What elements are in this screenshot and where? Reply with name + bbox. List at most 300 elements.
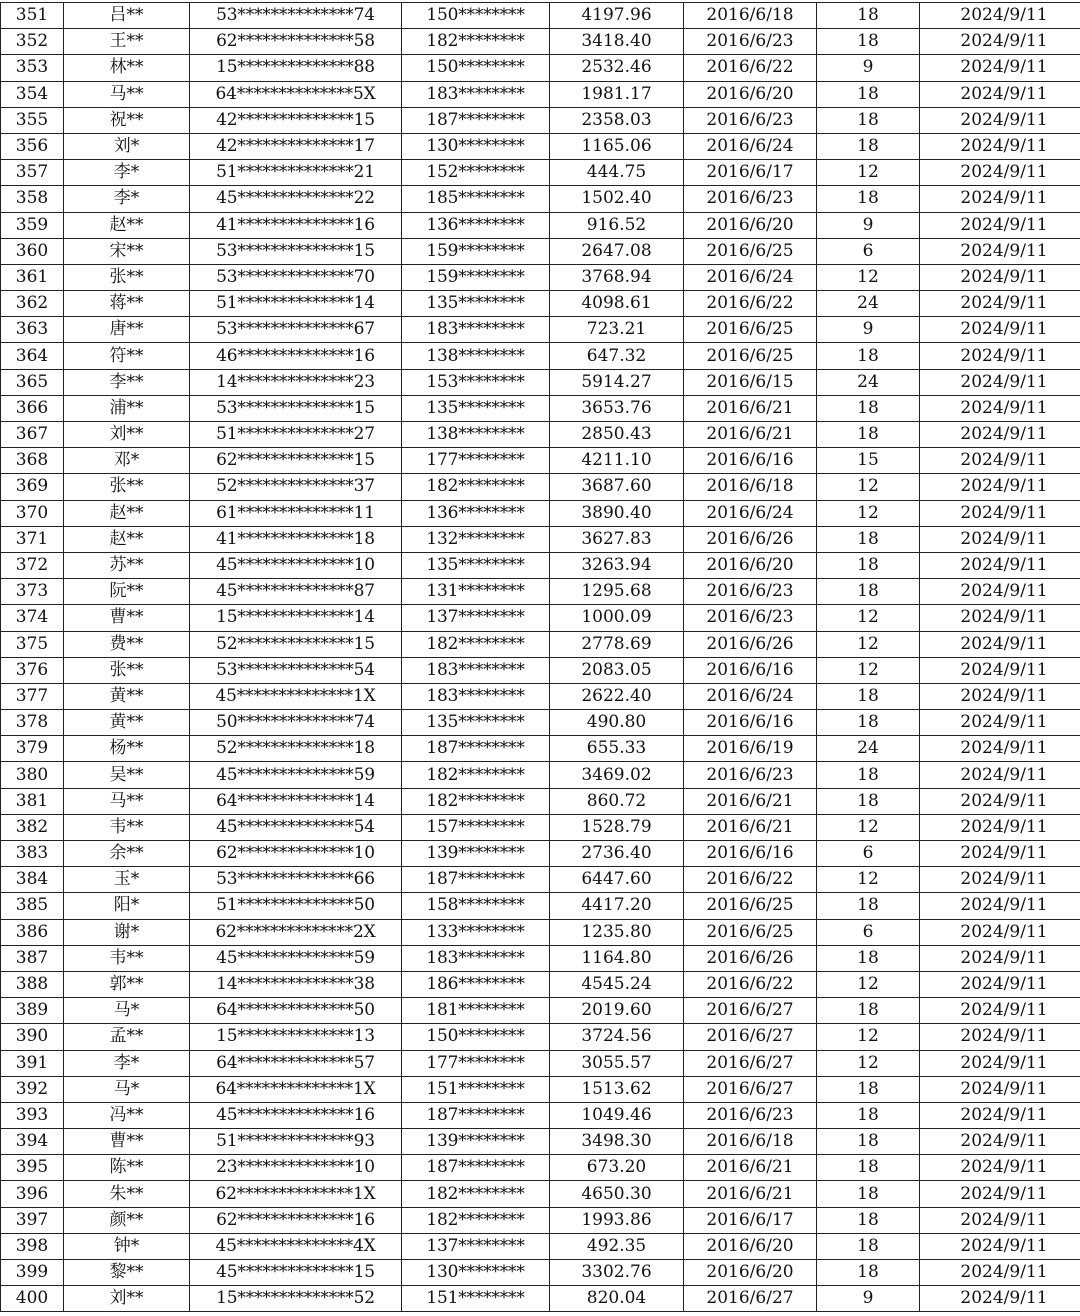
record-date-cell: 2024/9/11 <box>920 1050 1080 1076</box>
id-number-cell: 45**************10 <box>190 552 402 578</box>
amount-cell: 2647.08 <box>550 238 684 264</box>
table-row <box>1 500 1080 526</box>
count-cell: 9 <box>817 55 920 81</box>
date-cell: 2016/6/26 <box>684 526 817 552</box>
date-cell: 2016/6/26 <box>684 631 817 657</box>
name-cell: 马** <box>64 81 190 107</box>
count-cell: 18 <box>817 526 920 552</box>
phone-cell: 150******** <box>402 3 550 29</box>
id-number-cell: 53**************66 <box>190 867 402 893</box>
amount-cell: 3653.76 <box>550 395 684 421</box>
phone-cell: 182******** <box>402 29 550 55</box>
id-number-cell: 64**************50 <box>190 998 402 1024</box>
table-row <box>1 945 1080 971</box>
count-cell: 24 <box>817 369 920 395</box>
table-row <box>1 971 1080 997</box>
date-cell: 2016/6/18 <box>684 3 817 29</box>
count-cell: 18 <box>817 683 920 709</box>
table-row <box>1 579 1080 605</box>
date-cell: 2016/6/23 <box>684 605 817 631</box>
amount-cell: 4098.61 <box>550 291 684 317</box>
count-cell: 18 <box>817 998 920 1024</box>
name-cell: 吴** <box>64 762 190 788</box>
table-row <box>1 814 1080 840</box>
row-number: 374 <box>1 605 64 631</box>
table-row <box>1 186 1080 212</box>
phone-cell: 182******** <box>402 1181 550 1207</box>
table-row <box>1 160 1080 186</box>
date-cell: 2016/6/26 <box>684 945 817 971</box>
amount-cell: 2083.05 <box>550 657 684 683</box>
record-date-cell: 2024/9/11 <box>920 1233 1080 1259</box>
record-date-cell: 2024/9/11 <box>920 1260 1080 1286</box>
name-cell: 颜** <box>64 1207 190 1233</box>
amount-cell: 492.35 <box>550 1233 684 1259</box>
table-row <box>1 107 1080 133</box>
date-cell: 2016/6/25 <box>684 317 817 343</box>
date-cell: 2016/6/24 <box>684 683 817 709</box>
row-number: 379 <box>1 736 64 762</box>
record-date-cell: 2024/9/11 <box>920 291 1080 317</box>
amount-cell: 4417.20 <box>550 893 684 919</box>
id-number-cell: 41**************16 <box>190 212 402 238</box>
id-number-cell: 53**************67 <box>190 317 402 343</box>
count-cell: 18 <box>817 1129 920 1155</box>
table-row <box>1 1286 1080 1312</box>
record-date-cell: 2024/9/11 <box>920 762 1080 788</box>
table-row <box>1 893 1080 919</box>
date-cell: 2016/6/27 <box>684 1024 817 1050</box>
id-number-cell: 52**************15 <box>190 631 402 657</box>
count-cell: 12 <box>817 500 920 526</box>
row-number: 380 <box>1 762 64 788</box>
count-cell: 18 <box>817 422 920 448</box>
table-row <box>1 998 1080 1024</box>
date-cell: 2016/6/21 <box>684 422 817 448</box>
id-number-cell: 15**************13 <box>190 1024 402 1050</box>
id-number-cell: 52**************18 <box>190 736 402 762</box>
record-date-cell: 2024/9/11 <box>920 683 1080 709</box>
date-cell: 2016/6/20 <box>684 81 817 107</box>
row-number: 358 <box>1 186 64 212</box>
phone-cell: 183******** <box>402 683 550 709</box>
row-number: 377 <box>1 683 64 709</box>
record-date-cell: 2024/9/11 <box>920 448 1080 474</box>
phone-cell: 135******** <box>402 291 550 317</box>
date-cell: 2016/6/21 <box>684 1181 817 1207</box>
date-cell: 2016/6/27 <box>684 1050 817 1076</box>
id-number-cell: 53**************74 <box>190 3 402 29</box>
id-number-cell: 15**************52 <box>190 1286 402 1312</box>
id-number-cell: 14**************23 <box>190 369 402 395</box>
name-cell: 李* <box>64 160 190 186</box>
count-cell: 12 <box>817 1050 920 1076</box>
phone-cell: 132******** <box>402 526 550 552</box>
phone-cell: 131******** <box>402 579 550 605</box>
count-cell: 12 <box>817 605 920 631</box>
name-cell: 宋** <box>64 238 190 264</box>
row-number: 385 <box>1 893 64 919</box>
record-date-cell: 2024/9/11 <box>920 788 1080 814</box>
row-number: 352 <box>1 29 64 55</box>
record-date-cell: 2024/9/11 <box>920 971 1080 997</box>
count-cell: 18 <box>817 552 920 578</box>
phone-cell: 150******** <box>402 1024 550 1050</box>
table-row <box>1 317 1080 343</box>
date-cell: 2016/6/24 <box>684 133 817 159</box>
date-cell: 2016/6/21 <box>684 1155 817 1181</box>
id-number-cell: 62**************2X <box>190 919 402 945</box>
row-number: 361 <box>1 264 64 290</box>
name-cell: 马* <box>64 1076 190 1102</box>
amount-cell: 1513.62 <box>550 1076 684 1102</box>
record-date-cell: 2024/9/11 <box>920 736 1080 762</box>
phone-cell: 133******** <box>402 919 550 945</box>
table-row <box>1 238 1080 264</box>
name-cell: 祝** <box>64 107 190 133</box>
phone-cell: 159******** <box>402 238 550 264</box>
record-date-cell: 2024/9/11 <box>920 657 1080 683</box>
id-number-cell: 45**************15 <box>190 1260 402 1286</box>
name-cell: 张** <box>64 474 190 500</box>
id-number-cell: 64**************5X <box>190 81 402 107</box>
record-date-cell: 2024/9/11 <box>920 186 1080 212</box>
id-number-cell: 52**************37 <box>190 474 402 500</box>
record-date-cell: 2024/9/11 <box>920 1129 1080 1155</box>
table-row <box>1 3 1080 29</box>
record-date-cell: 2024/9/11 <box>920 81 1080 107</box>
phone-cell: 138******** <box>402 343 550 369</box>
amount-cell: 860.72 <box>550 788 684 814</box>
phone-cell: 177******** <box>402 448 550 474</box>
phone-cell: 182******** <box>402 788 550 814</box>
date-cell: 2016/6/22 <box>684 291 817 317</box>
name-cell: 林** <box>64 55 190 81</box>
name-cell: 韦** <box>64 945 190 971</box>
count-cell: 9 <box>817 1286 920 1312</box>
count-cell: 18 <box>817 29 920 55</box>
date-cell: 2016/6/20 <box>684 1260 817 1286</box>
row-number: 376 <box>1 657 64 683</box>
name-cell: 刘** <box>64 1286 190 1312</box>
phone-cell: 187******** <box>402 1102 550 1128</box>
row-number: 359 <box>1 212 64 238</box>
count-cell: 6 <box>817 919 920 945</box>
id-number-cell: 53**************54 <box>190 657 402 683</box>
name-cell: 苏** <box>64 552 190 578</box>
table-row <box>1 212 1080 238</box>
count-cell: 18 <box>817 186 920 212</box>
amount-cell: 3469.02 <box>550 762 684 788</box>
phone-cell: 135******** <box>402 552 550 578</box>
count-cell: 12 <box>817 867 920 893</box>
date-cell: 2016/6/25 <box>684 919 817 945</box>
amount-cell: 4650.30 <box>550 1181 684 1207</box>
amount-cell: 1165.06 <box>550 133 684 159</box>
record-date-cell: 2024/9/11 <box>920 893 1080 919</box>
phone-cell: 177******** <box>402 1050 550 1076</box>
amount-cell: 1981.17 <box>550 81 684 107</box>
phone-cell: 185******** <box>402 186 550 212</box>
name-cell: 冯** <box>64 1102 190 1128</box>
phone-cell: 152******** <box>402 160 550 186</box>
id-number-cell: 50**************74 <box>190 710 402 736</box>
record-date-cell: 2024/9/11 <box>920 552 1080 578</box>
record-date-cell: 2024/9/11 <box>920 710 1080 736</box>
amount-cell: 444.75 <box>550 160 684 186</box>
record-date-cell: 2024/9/11 <box>920 998 1080 1024</box>
amount-cell: 4197.96 <box>550 3 684 29</box>
count-cell: 18 <box>817 395 920 421</box>
row-number: 360 <box>1 238 64 264</box>
name-cell: 曹** <box>64 605 190 631</box>
record-date-cell: 2024/9/11 <box>920 422 1080 448</box>
id-number-cell: 15**************88 <box>190 55 402 81</box>
amount-cell: 1000.09 <box>550 605 684 631</box>
date-cell: 2016/6/23 <box>684 186 817 212</box>
id-number-cell: 53**************15 <box>190 395 402 421</box>
row-number: 353 <box>1 55 64 81</box>
count-cell: 18 <box>817 1233 920 1259</box>
name-cell: 陈** <box>64 1155 190 1181</box>
row-number: 392 <box>1 1076 64 1102</box>
name-cell: 黄** <box>64 683 190 709</box>
row-number: 386 <box>1 919 64 945</box>
table-row <box>1 1155 1080 1181</box>
table-row <box>1 55 1080 81</box>
name-cell: 朱** <box>64 1181 190 1207</box>
id-number-cell: 64**************57 <box>190 1050 402 1076</box>
amount-cell: 655.33 <box>550 736 684 762</box>
id-number-cell: 45**************87 <box>190 579 402 605</box>
table-row <box>1 81 1080 107</box>
name-cell: 曹** <box>64 1129 190 1155</box>
count-cell: 18 <box>817 1155 920 1181</box>
table-row <box>1 343 1080 369</box>
name-cell: 唐** <box>64 317 190 343</box>
phone-cell: 181******** <box>402 998 550 1024</box>
id-number-cell: 53**************70 <box>190 264 402 290</box>
id-number-cell: 51**************14 <box>190 291 402 317</box>
amount-cell: 4211.10 <box>550 448 684 474</box>
count-cell: 24 <box>817 736 920 762</box>
record-date-cell: 2024/9/11 <box>920 55 1080 81</box>
name-cell: 王** <box>64 29 190 55</box>
amount-cell: 916.52 <box>550 212 684 238</box>
count-cell: 12 <box>817 631 920 657</box>
phone-cell: 139******** <box>402 841 550 867</box>
date-cell: 2016/6/17 <box>684 160 817 186</box>
name-cell: 郭** <box>64 971 190 997</box>
table-body <box>1 3 1080 1312</box>
id-number-cell: 51**************50 <box>190 893 402 919</box>
table-row <box>1 1260 1080 1286</box>
table-row <box>1 1076 1080 1102</box>
name-cell: 李* <box>64 1050 190 1076</box>
date-cell: 2016/6/23 <box>684 762 817 788</box>
row-number: 382 <box>1 814 64 840</box>
count-cell: 18 <box>817 1076 920 1102</box>
row-number: 356 <box>1 133 64 159</box>
name-cell: 赵** <box>64 500 190 526</box>
table-row <box>1 474 1080 500</box>
phone-cell: 159******** <box>402 264 550 290</box>
row-number: 364 <box>1 343 64 369</box>
table-row <box>1 1181 1080 1207</box>
phone-cell: 150******** <box>402 55 550 81</box>
date-cell: 2016/6/25 <box>684 893 817 919</box>
id-number-cell: 53**************15 <box>190 238 402 264</box>
count-cell: 18 <box>817 343 920 369</box>
amount-cell: 3768.94 <box>550 264 684 290</box>
amount-cell: 1502.40 <box>550 186 684 212</box>
id-number-cell: 64**************1X <box>190 1076 402 1102</box>
amount-cell: 3418.40 <box>550 29 684 55</box>
amount-cell: 4545.24 <box>550 971 684 997</box>
amount-cell: 3627.83 <box>550 526 684 552</box>
date-cell: 2016/6/27 <box>684 1286 817 1312</box>
count-cell: 18 <box>817 1181 920 1207</box>
name-cell: 黎** <box>64 1260 190 1286</box>
amount-cell: 3498.30 <box>550 1129 684 1155</box>
count-cell: 18 <box>817 762 920 788</box>
name-cell: 邓* <box>64 448 190 474</box>
name-cell: 黄** <box>64 710 190 736</box>
phone-cell: 130******** <box>402 133 550 159</box>
name-cell: 余** <box>64 841 190 867</box>
row-number: 381 <box>1 788 64 814</box>
table-row <box>1 919 1080 945</box>
table-row <box>1 552 1080 578</box>
phone-cell: 139******** <box>402 1129 550 1155</box>
table-row <box>1 422 1080 448</box>
record-date-cell: 2024/9/11 <box>920 500 1080 526</box>
record-date-cell: 2024/9/11 <box>920 867 1080 893</box>
date-cell: 2016/6/24 <box>684 500 817 526</box>
table-row <box>1 1233 1080 1259</box>
amount-cell: 1993.86 <box>550 1207 684 1233</box>
date-cell: 2016/6/15 <box>684 369 817 395</box>
table-row <box>1 605 1080 631</box>
row-number: 373 <box>1 579 64 605</box>
date-cell: 2016/6/25 <box>684 238 817 264</box>
count-cell: 12 <box>817 160 920 186</box>
phone-cell: 187******** <box>402 1155 550 1181</box>
name-cell: 费** <box>64 631 190 657</box>
date-cell: 2016/6/23 <box>684 579 817 605</box>
amount-cell: 2532.46 <box>550 55 684 81</box>
date-cell: 2016/6/21 <box>684 814 817 840</box>
data-table <box>0 2 1080 1312</box>
count-cell: 18 <box>817 133 920 159</box>
row-number: 369 <box>1 474 64 500</box>
name-cell: 赵** <box>64 526 190 552</box>
phone-cell: 182******** <box>402 631 550 657</box>
row-number: 383 <box>1 841 64 867</box>
row-number: 354 <box>1 81 64 107</box>
record-date-cell: 2024/9/11 <box>920 160 1080 186</box>
phone-cell: 153******** <box>402 369 550 395</box>
row-number: 393 <box>1 1102 64 1128</box>
row-number: 375 <box>1 631 64 657</box>
record-date-cell: 2024/9/11 <box>920 1024 1080 1050</box>
name-cell: 孟** <box>64 1024 190 1050</box>
phone-cell: 136******** <box>402 212 550 238</box>
phone-cell: 137******** <box>402 605 550 631</box>
id-number-cell: 64**************14 <box>190 788 402 814</box>
record-date-cell: 2024/9/11 <box>920 29 1080 55</box>
amount-cell: 723.21 <box>550 317 684 343</box>
amount-cell: 5914.27 <box>550 369 684 395</box>
phone-cell: 135******** <box>402 710 550 736</box>
id-number-cell: 46**************16 <box>190 343 402 369</box>
record-date-cell: 2024/9/11 <box>920 107 1080 133</box>
record-date-cell: 2024/9/11 <box>920 343 1080 369</box>
row-number: 388 <box>1 971 64 997</box>
count-cell: 18 <box>817 788 920 814</box>
record-date-cell: 2024/9/11 <box>920 238 1080 264</box>
name-cell: 阳* <box>64 893 190 919</box>
id-number-cell: 61**************11 <box>190 500 402 526</box>
date-cell: 2016/6/23 <box>684 29 817 55</box>
count-cell: 12 <box>817 971 920 997</box>
id-number-cell: 62**************16 <box>190 1207 402 1233</box>
amount-cell: 6447.60 <box>550 867 684 893</box>
name-cell: 马* <box>64 998 190 1024</box>
date-cell: 2016/6/27 <box>684 998 817 1024</box>
id-number-cell: 23**************10 <box>190 1155 402 1181</box>
table-row <box>1 710 1080 736</box>
record-date-cell: 2024/9/11 <box>920 919 1080 945</box>
table-row <box>1 657 1080 683</box>
date-cell: 2016/6/25 <box>684 343 817 369</box>
table-row <box>1 762 1080 788</box>
date-cell: 2016/6/17 <box>684 1207 817 1233</box>
date-cell: 2016/6/22 <box>684 55 817 81</box>
amount-cell: 2736.40 <box>550 841 684 867</box>
date-cell: 2016/6/16 <box>684 448 817 474</box>
amount-cell: 647.32 <box>550 343 684 369</box>
phone-cell: 158******** <box>402 893 550 919</box>
amount-cell: 3890.40 <box>550 500 684 526</box>
count-cell: 12 <box>817 814 920 840</box>
table-row <box>1 736 1080 762</box>
name-cell: 刘* <box>64 133 190 159</box>
table-row <box>1 1102 1080 1128</box>
name-cell: 符** <box>64 343 190 369</box>
id-number-cell: 45**************59 <box>190 762 402 788</box>
count-cell: 12 <box>817 1024 920 1050</box>
id-number-cell: 51**************93 <box>190 1129 402 1155</box>
name-cell: 李** <box>64 369 190 395</box>
table-row <box>1 1129 1080 1155</box>
record-date-cell: 2024/9/11 <box>920 1286 1080 1312</box>
count-cell: 15 <box>817 448 920 474</box>
count-cell: 24 <box>817 291 920 317</box>
row-number: 396 <box>1 1181 64 1207</box>
date-cell: 2016/6/23 <box>684 1102 817 1128</box>
row-number: 351 <box>1 3 64 29</box>
amount-cell: 3687.60 <box>550 474 684 500</box>
name-cell: 玉* <box>64 867 190 893</box>
phone-cell: 183******** <box>402 81 550 107</box>
amount-cell: 1235.80 <box>550 919 684 945</box>
table-row <box>1 133 1080 159</box>
id-number-cell: 45**************1X <box>190 683 402 709</box>
id-number-cell: 62**************15 <box>190 448 402 474</box>
record-date-cell: 2024/9/11 <box>920 1102 1080 1128</box>
name-cell: 阮** <box>64 579 190 605</box>
